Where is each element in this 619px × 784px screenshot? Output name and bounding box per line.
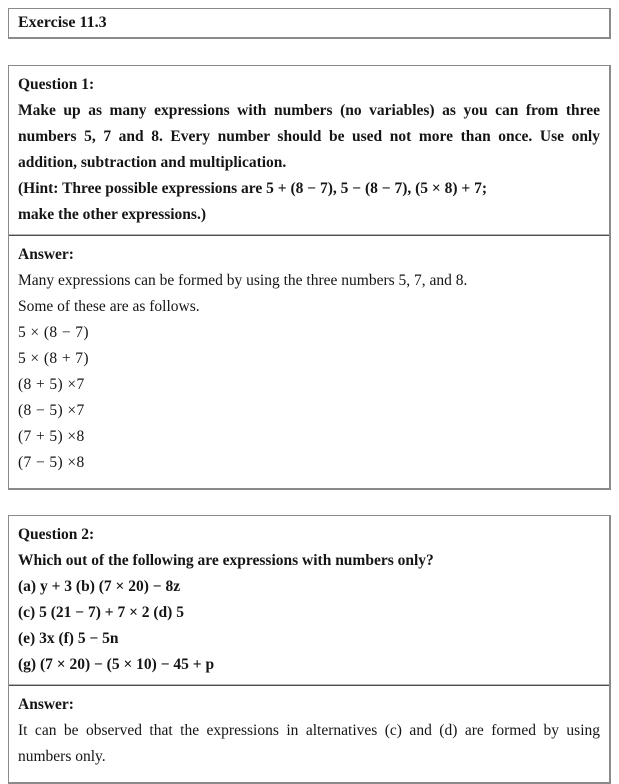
answer1-expression-3: (8 + 5) ×7 (18, 376, 85, 393)
answer1-section (9, 235, 609, 488)
question2-option-cd: (c) 5 (21 − 7) + 7 × 2 (d) 5 (18, 604, 184, 621)
question1-label: Question 1: (18, 76, 95, 93)
answer1-intro-2: Some of these are as follows. (18, 298, 200, 315)
answer1-intro-1: Many expressions can be formed by using the three numbers 5, 7, and 8. (18, 272, 468, 289)
question2-option-ef: (e) 3x (f) 5 − 5n (18, 630, 119, 647)
question1-body: Make up as many expressions with numbers (no variables) as you can from three numbers 5, 7 and 8. Every number should be used not more than once. Use only addition, subtraction and multiplication. (18, 102, 600, 171)
exercise-header-box (8, 8, 611, 39)
answer2-label: Answer: (18, 696, 74, 713)
question1-hint-line1: (Hint: Three possible expressions are 5 + (8 − 7), 5 − (8 − 7), (5 × 8) + 7; (18, 180, 488, 197)
answer1-expression-2: 5 × (8 + 7) (18, 350, 89, 367)
question2-block (8, 515, 611, 784)
question2-body: Which out of the following are expressions with numbers only? (18, 552, 434, 569)
answer1-expression-6: (7 − 5) ×8 (18, 454, 85, 471)
answer2-section (9, 685, 609, 782)
question2-label: Question 2: (18, 526, 95, 543)
question1-section (9, 66, 609, 235)
answer1-expression-5: (7 + 5) ×8 (18, 428, 85, 445)
question2-option-g: (g) (7 × 20) − (5 × 10) − 45 + p (18, 656, 215, 673)
answer2-text: It can be observed that the expressions in alternatives (c) and (d) are formed by using numbers only. (18, 722, 600, 765)
answer1-expression-1: 5 × (8 − 7) (18, 324, 89, 341)
question1-block (8, 65, 611, 490)
answer1-label: Answer: (18, 246, 74, 263)
exercise-title: Exercise 11.3 (18, 14, 107, 31)
question2-option-ab: (a) y + 3 (b) (7 × 20) − 8z (18, 578, 181, 595)
question2-section (9, 516, 609, 685)
question1-hint-line2: make the other expressions.) (18, 206, 206, 223)
answer1-expression-4: (8 − 5) ×7 (18, 402, 85, 419)
